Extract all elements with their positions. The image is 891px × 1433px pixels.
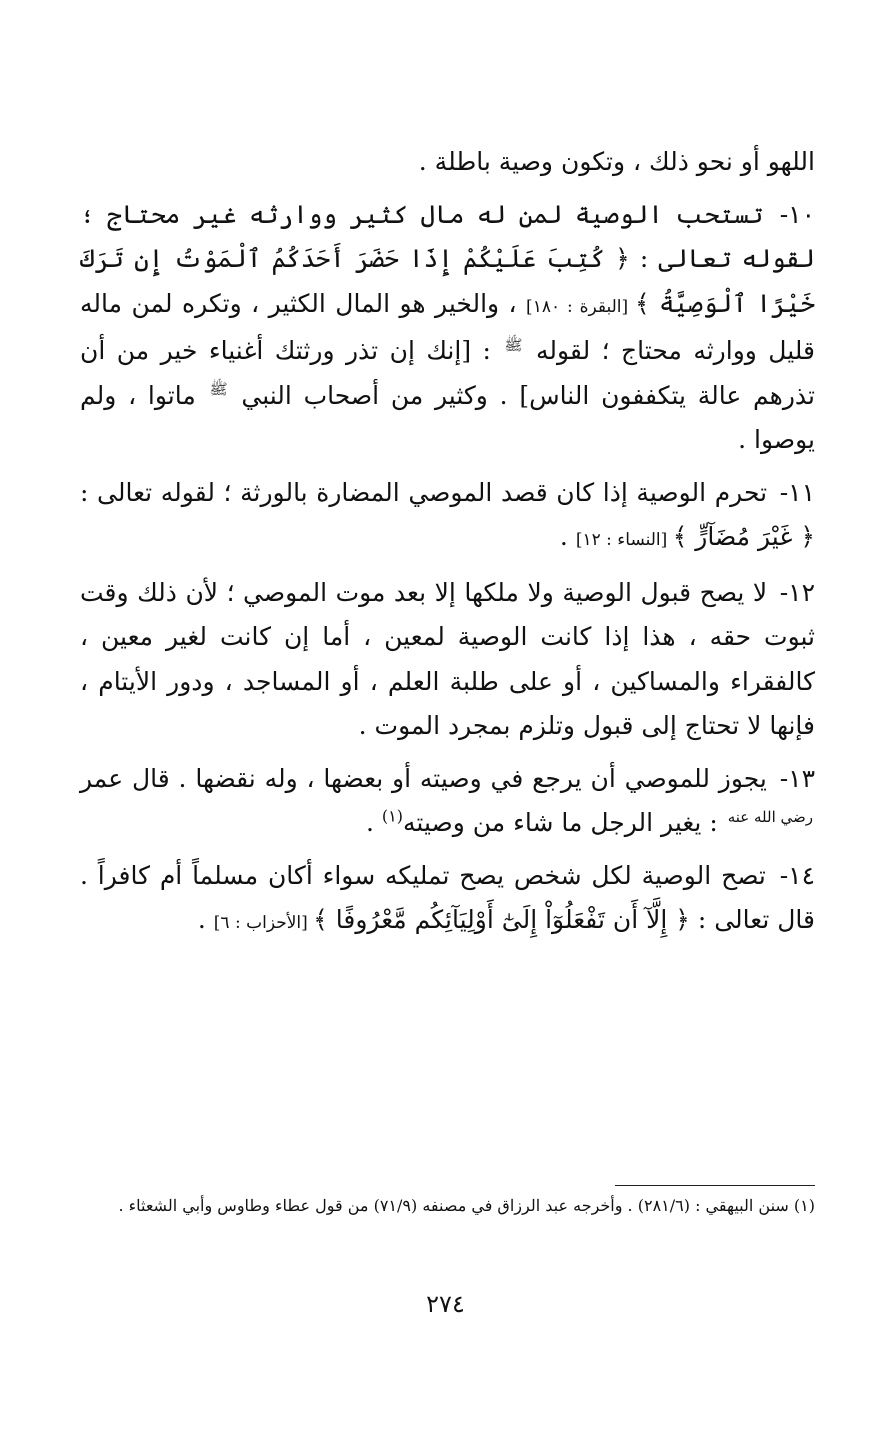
- quran-verse: ﴿ غَيْرَ مُضَآرٍّ ﴾: [672, 522, 815, 551]
- paragraph-text: تحرم الوصية إذا كان قصد الموصي المضارة بالورثة ؛ لقوله تعالى :: [80, 477, 768, 507]
- honorific: ﷺ: [504, 335, 523, 354]
- page-number: ٢٧٤: [426, 1290, 465, 1318]
- quran-verse: ﴿ كُتِبَ عَلَيْكُمْ إِذَا حَضَرَ أَحَدَكُمُ ٱلْمَوْتُ إِن تَرَكَ خَيْرًا ٱلْوَصِيَّةُ ﴾: [80, 244, 815, 318]
- verse-reference: [الأحزاب : ٦]: [213, 913, 314, 933]
- paragraph-text: لا يصح قبول الوصية ولا ملكها إلا بعد موت الموصي ؛ لأن ذلك وقت ثبوت حقه ، هذا إذا كانت الوصية لمعين ، أما إن كانت لغير معين ، كالفقراء والمساكين ، أو على طلبة العلم ، أو المساجد ، ودور الأيتام ، فإنها لا تحتاج إلى قبول وتلزم بمجرد الموت .: [80, 577, 815, 740]
- paragraph: [80, 193, 815, 463]
- paragraph-text: .: [366, 808, 382, 837]
- paragraph: [80, 854, 815, 946]
- footnote-separator: [615, 1185, 815, 1186]
- verse-reference: [البقرة : ١٨٠]: [526, 296, 636, 317]
- honorific: ﷺ: [209, 380, 228, 399]
- paragraph-text: يجوز للموصي أن يرجع في وصيته أو بعضها ، وله نقضها . قال عمر: [80, 763, 767, 793]
- paragraph-text: : يغير الرجل ما شاء من وصيته: [403, 808, 726, 837]
- verse-reference: [النساء : ١٢]: [575, 530, 673, 550]
- footnote: (١) سنن البيهقي : (٢٨١/٦) . وأخرجه عبد الرزاق في مصنفه (٧١/٩) من قول عطاء وطاوس وأبي الشعثاء .: [118, 1196, 815, 1215]
- paragraph-number: ١١-: [779, 477, 816, 507]
- footnote-marker: (١): [381, 806, 403, 826]
- paragraph-text: .: [559, 522, 576, 551]
- paragraph-text: : [إنك إن تذر ورثتك أغنياء خير من أن تذرهم عالة يتكففون الناس] . وكثير من أصحاب النبي: [80, 336, 815, 410]
- quran-verse: ﴿ إِلَّآ أَن تَفْعَلُوٓاْ إِلَىٰٓ أَوْلِيَآئِكُم مَّعْرُوفًا ﴾: [313, 905, 690, 934]
- paragraph-number: ١٢-: [779, 577, 815, 607]
- honorific: رضي الله عنه: [727, 807, 813, 826]
- paragraph-text: تصح الوصية لكل شخص يصح تمليكه سواء أكان مسلماً أم كافراً . قال تعالى :: [80, 860, 815, 934]
- paragraph-text: ماتوا ، ولم يوصوا .: [80, 380, 815, 454]
- paragraph-text: اللهو أو نحو ذلك ، وتكون وصية باطلة .: [418, 147, 815, 176]
- paragraph: [80, 757, 815, 846]
- paragraph-number: ١٣-: [779, 763, 815, 793]
- paragraph: [80, 140, 815, 185]
- paragraph-text: .: [197, 905, 214, 934]
- paragraph: [80, 471, 815, 563]
- paragraph-number: ١٠-: [779, 199, 816, 229]
- paragraph-text: تستحب الوصية لمن له مال كثير ووارثه غير محتاج ؛ لقوله تعالى :: [80, 199, 816, 273]
- main-text: [80, 140, 815, 954]
- paragraph-text: ، والخير هو المال الكثير ، وتكره لمن ماله قليل ووارثه محتاج ؛ لقوله: [80, 288, 815, 365]
- paragraph: [80, 571, 815, 749]
- paragraph-number: ١٤-: [779, 860, 816, 890]
